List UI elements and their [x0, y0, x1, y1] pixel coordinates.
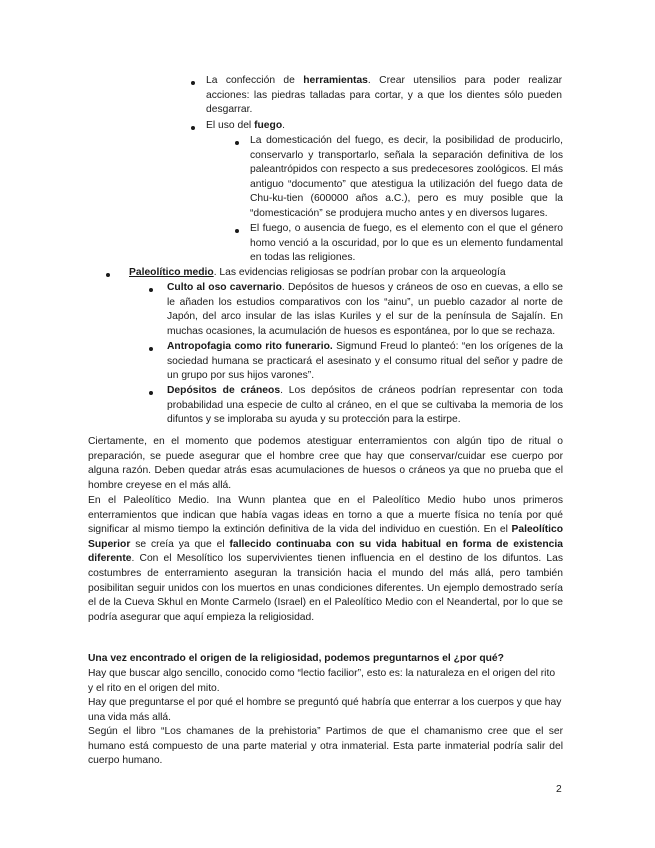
- list-item-depositos-craneos: [167, 384, 563, 428]
- page-number: 2: [556, 784, 562, 795]
- bullet-antropofagia: [149, 347, 153, 351]
- list-item-fuego-sub-1: La domesticación del fuego, es decir, la posibilidad de producirlo, conservarlo y transportarlo, señala la separación definitiva de los paleantrópidos con respecto a sus predecesores zoológicos. El más antiguo “documento” que atestigua la utilización del fuego data de Chu-ku-tien (600000 años a.C.), pero es muy posible que la “domesticación” se produjera mucho antes y en diversos lugares.: [250, 135, 563, 219]
- p2-part-b: se creía ya que el: [130, 538, 230, 550]
- depositos-craneos-text: . Los depósitos de cráneos podrían representar con toda probabilidad una especie de culto al cráneo, en el que se cultivaba la memoria de los difuntos y se imploraba su ayuda y su protección para la estirpe.: [167, 385, 563, 426]
- p2-bold-superior: Paleolítico Superior: [88, 524, 563, 550]
- bullet-herramientas: [191, 81, 195, 85]
- depositos-craneos-bold: Depósitos de cráneos: [167, 385, 281, 396]
- fuego-pre: El uso del: [206, 120, 255, 131]
- p2-bold-fallecido: fallecido continuaba con su vida habitual en forma de existencia diferente: [88, 538, 563, 565]
- list-item-herramientas: [206, 74, 562, 118]
- paleolitico-medio-text: . Las evidencias religiosas se podrían probar con la arqueología: [213, 267, 506, 278]
- bullet-culto-oso: [149, 288, 153, 292]
- culto-oso-text: . Depósitos de huesos y cráneos de oso en cuevas, a ello se le añaden los estudios comparativos con los “ainu”, un pueblo cazador al norte de Japón, del arco insular de las islas Kuriles y el sur de la península de Sajalín. En muchas ocasiones, la acumulación de huesos es espontánea, por lo que se rechaza.: [167, 282, 563, 337]
- paragraph-paleolitico-medio: [88, 494, 563, 625]
- list-item-culto-oso: [167, 281, 563, 339]
- paragraph-preguntarse: Hay que preguntarse el por qué el hombre se preguntó qué habría que enterrar a los cuerpos y que hay una vida más allá.: [88, 697, 562, 723]
- bullet-fuego-sub-1: [235, 141, 239, 145]
- bullet-fuego: [191, 126, 195, 130]
- herramientas-post: . Crear utensilios para poder realizar acciones: las piedras talladas para cortar, y a que los dientes sólo pueden desgarrar.: [206, 75, 562, 116]
- paleolitico-medio-title: Paleolítico medio: [129, 267, 214, 278]
- list-item-paleolitico-medio: [129, 266, 563, 281]
- section-heading: Una vez encontrado el origen de la religiosidad, podemos preguntarnos el ¿por qué?: [88, 653, 504, 664]
- herramientas-bold: herramientas: [303, 75, 368, 86]
- bullet-fuego-sub-2: [235, 229, 239, 233]
- herramientas-pre: La confección de: [206, 75, 304, 86]
- p2-part-a: En el Paleolítico Medio. Ina Wunn plantea que en el Paleolítico Medio hubo unos primeros enterramientos que indican que había vagas ideas en torno a que a muerte física no tenía por qué significar al mismo tiempo la extinción definitiva de la vida del individuo en cuestión. En el: [88, 495, 563, 536]
- list-item-fuego: [206, 119, 562, 134]
- antropofagia-text: Sigmund Freud lo planteó: “en los orígenes de la sociedad humana se practicará el asesinato y el consumo ritual del señor y padre de un grupo por sus hijos varones”.: [167, 341, 564, 382]
- culto-oso-bold: Culto al oso cavernario: [167, 282, 282, 293]
- p2-part-c: . Con el Mesolítico los supervivientes tienen influencia en el destino de los difuntos. Las costumbres de enterramiento aseguran la transición hacia el mundo del más allá, pero también posibilitan seguir unidos con los muertos en unas condiciones diferentes. Un ejemplo demostrado sería el de la Cueva Skhul en Monte Carmelo (Israel) en el Paleolítico Medio con el Neandertal, por lo que se podría asegurar que aquí empieza la religiosidad.: [88, 553, 563, 623]
- fuego-post: .: [282, 120, 285, 131]
- paragraph-lectio: Hay que buscar algo sencillo, conocido como “lectio facilior”, esto es: la naturaleza en el origen del rito y el rito en el origen del mito.: [88, 668, 556, 694]
- bullet-paleolitico-medio: [106, 273, 110, 277]
- list-item-antropofagia: [167, 340, 563, 384]
- bullet-depositos-craneos: [149, 391, 153, 395]
- paragraph-chamanes: Según el libro “Los chamanes de la prehistoria” Partimos de que el chamanismo cree que el ser humano está compuesto de una parte material y otra inmaterial. Esta parte inmaterial podría salir del cuerpo humano.: [88, 726, 563, 767]
- paragraph-ciertamente: Ciertamente, en el momento que podemos atestiguar enterramientos con algún tipo de ritual o preparación, se puede asegurar que el hombre cree que hay que conservar/cuidar ese cuerpo por alguna razón. Deben quedar atrás esas acumulaciones de huesos o cráneos ya que no prueba que el hombre creyese en el más allá.: [88, 436, 563, 491]
- list-item-fuego-sub-2: El fuego, o ausencia de fuego, es el elemento con el que el género homo venció a la oscuridad, por lo que es un elemento fundamental en todas las religiones.: [250, 223, 563, 264]
- fuego-bold: fuego: [254, 120, 283, 131]
- antropofagia-bold: Antropofagia como rito funerario.: [167, 341, 333, 352]
